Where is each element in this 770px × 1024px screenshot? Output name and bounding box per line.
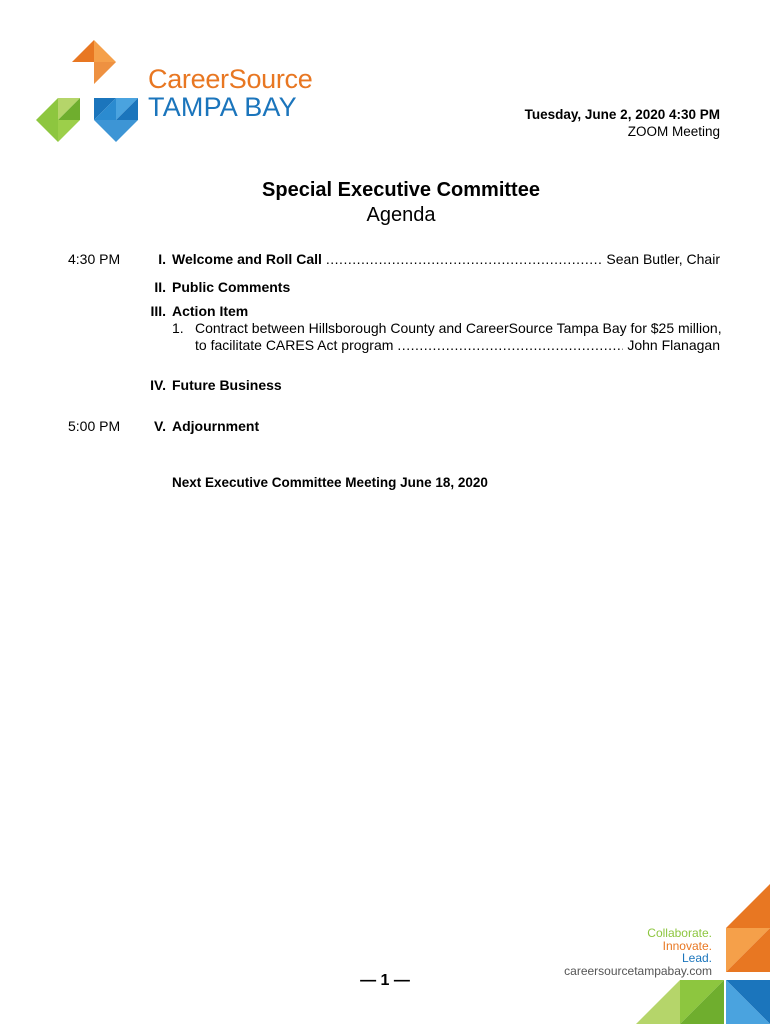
agenda-number: V. (154, 418, 166, 434)
document-title: Special Executive Committee (262, 179, 540, 201)
agenda-presenter: Sean Butler, Chair (606, 251, 720, 267)
leader-dots (326, 251, 602, 267)
agenda-presenter: John Flanagan (627, 337, 720, 353)
careersource-logo-icon (36, 40, 152, 148)
sub-item-number: 1. (172, 320, 184, 336)
footer-tagline-collaborate: Collaborate. (647, 926, 712, 940)
meeting-mode: ZOOM Meeting (627, 124, 720, 139)
footer-tagline-lead: Lead. (681, 951, 712, 965)
agenda-number: II. (154, 279, 166, 295)
footer-tagline-innovate: Innovate. (662, 939, 712, 953)
agenda-item-title: Adjournment (172, 418, 260, 434)
meeting-date: Tuesday, June 2, 2020 4:30 PM (524, 107, 720, 122)
sub-item-line2 (195, 337, 720, 353)
sub-item-text-line1: Contract between Hillsborough County and CareerSource Tampa Bay for $25 million, (195, 320, 722, 336)
logo-wordmark-line1: CareerSource (148, 64, 313, 94)
logo-wordmark-line2: TAMPA BAY (148, 92, 297, 122)
page-number: — 1 — (360, 972, 410, 989)
agenda-time: 5:00 PM (68, 418, 121, 434)
corner-decoration-icon (620, 884, 770, 1024)
agenda-item-title: Action Item (172, 303, 249, 319)
agenda-item-title: Future Business (172, 377, 282, 393)
leader-dots (397, 337, 623, 353)
next-meeting-note: Next Executive Committee Meeting June 18, 2020 (172, 475, 488, 490)
agenda-number: III. (150, 303, 166, 319)
agenda-item-title: Public Comments (172, 279, 291, 295)
agenda-number: I. (158, 251, 166, 267)
agenda-number: IV. (150, 377, 166, 393)
document-subtitle: Agenda (366, 204, 436, 226)
agenda-item-title: Welcome and Roll Call (172, 251, 322, 267)
agenda-time: 4:30 PM (68, 251, 121, 267)
agenda-item (172, 251, 720, 267)
sub-item-text-line2: to facilitate CARES Act program (195, 337, 394, 353)
footer-url: careersourcetampabay.com (564, 964, 712, 978)
